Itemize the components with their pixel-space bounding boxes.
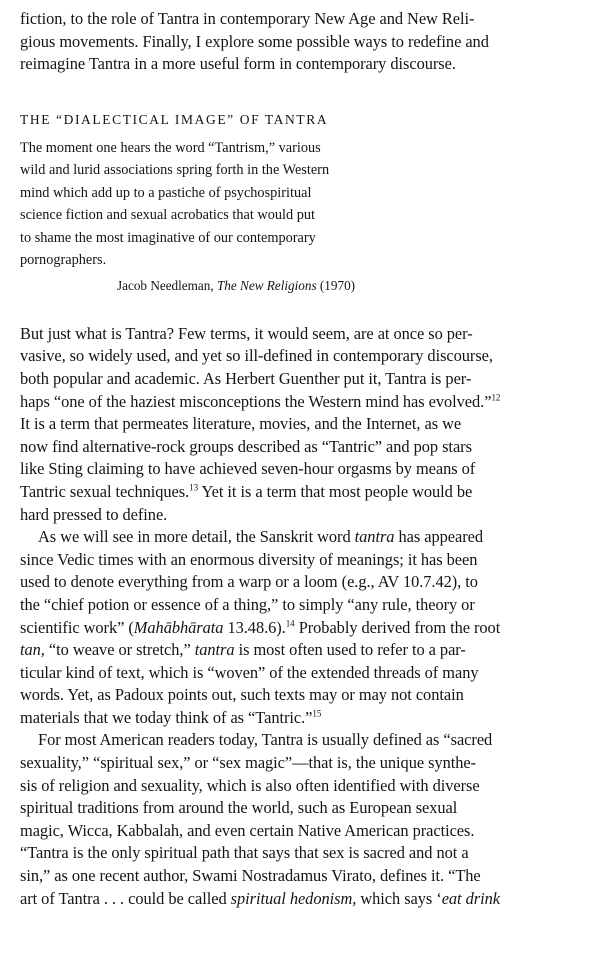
epigraph-attribution [117,276,581,296]
text-line: “Tantra is the only spiritual path that says that sex is sacred and not a [20,843,469,863]
footnote-marker[interactable]: 15 [312,708,322,719]
text-run: Tantric sexual techniques. [20,481,190,501]
text-line: sis of religion and sexuality, which is also often identified with diverse [20,775,480,795]
text-line: now find alternative-rock groups described as “Tantric” and pop stars [20,436,472,456]
attribution-work: The New Religions [216,277,317,293]
text-line: vasive, so widely used, and yet so ill-defined in contemporary discourse, [20,346,493,366]
text-line [20,639,581,662]
footnote-marker[interactable]: 14 [285,618,295,629]
epigraph-line: science fiction and sexual acrobatics that would put [20,207,315,224]
text-run: has appeared [394,527,483,547]
text-line: sexuality,” “spiritual sex,” or “sex magic”—that is, the unique synthe- [20,753,477,773]
text-line: spiritual traditions from around the world, such as European sexual [20,798,458,818]
paragraph-3 [20,729,581,910]
text-line: like Sting claiming to have achieved seven-hour orgasms by means of [20,459,476,479]
text-line: magic, Wicca, Kabbalah, and even certain Native American practices. [20,820,475,840]
text-run: art of Tantra . . . could be called [20,888,231,908]
text-line [20,707,581,730]
text-line: For most American readers today, Tantra is usually defined as “sacred [38,730,493,750]
italic-term: tan, [20,640,45,660]
text-run: 13.48.6). [223,617,286,637]
text-line: used to denote everything from a warp or a loom (e.g., AV 10.7.42), to [20,572,478,592]
footnote-marker[interactable]: 13 [189,482,199,493]
text-line: But just what is Tantra? Few terms, it would seem, are at once so per- [20,323,473,343]
section-heading: THE “DIALECTICAL IMAGE” OF TANTRA [20,111,329,127]
text-line: It is a term that permeates literature, movies, and the Internet, as we [20,414,462,434]
text-line [20,888,581,911]
text-run: Probably derived from the root [294,617,501,637]
epigraph-line: wild and lurid associations spring forth in the Western [20,162,330,179]
epigraph-line: mind which add up to a pastiche of psychospiritual [20,184,312,201]
text-run: which says ‘ [356,888,442,908]
epigraph-line: pornographers. [20,252,107,269]
attribution-year: (1970) [319,277,356,293]
italic-term: spiritual hedonism, [230,888,357,908]
text-line: gious movements. Finally, I explore some possible ways to redefine and [20,31,489,51]
text-run: materials that we today think of as “Tantric.” [20,707,313,727]
text-line: words. Yet, as Padoux points out, such texts may or may not contain [20,685,464,705]
text-line: since Vedic times with an enormous diversity of meanings; it has been [20,549,478,569]
text-line: ticular kind of text, which is “woven” of the extended threads of many [20,662,479,682]
text-line: sin,” as one recent author, Swami Nostradamus Virato, defines it. “The [20,866,481,886]
text-run: Yet it is a term that most people would be [198,481,473,501]
intro-paragraph [20,8,581,76]
text-run: is most often used to refer to a par- [234,640,466,660]
italic-term: tantra [194,640,235,660]
text-run: scientific work” ( [20,617,134,637]
main-body [20,323,581,910]
italic-term: tantra [354,527,395,547]
text-line: hard pressed to define. [20,504,168,524]
text-line [20,526,581,549]
text-line [20,481,581,504]
italic-work: Mahābhārata [133,617,224,637]
epigraph-line: to shame the most imaginative of our contemporary [20,229,316,246]
text-run: haps “one of the haziest misconceptions the Western mind has evolved.” [20,391,492,411]
paragraph-1 [20,323,581,526]
text-line: fiction, to the role of Tantra in contemporary New Age and New Reli- [20,9,475,28]
text-run: As we will see in more detail, the Sanskrit word [38,527,355,547]
italic-term: eat drink [441,888,500,908]
text-run: “to weave or stretch,” [44,640,195,660]
text-line: both popular and academic. As Herbert Guenther put it, Tantra is per- [20,368,472,388]
text-line [20,391,581,414]
footnote-marker[interactable]: 12 [491,392,501,403]
text-line: reimagine Tantra in a more useful form in contemporary discourse. [20,54,456,74]
paragraph-2 [20,526,581,729]
epigraph-quote [20,137,400,272]
text-line: the “chief potion or essence of a thing,” to simply “any rule, theory or [20,594,475,614]
text-line [20,617,581,640]
book-page [20,8,581,910]
epigraph-line: The moment one hears the word “Tantrism,” various [20,139,321,156]
attribution-author: Jacob Needleman, [117,277,214,293]
